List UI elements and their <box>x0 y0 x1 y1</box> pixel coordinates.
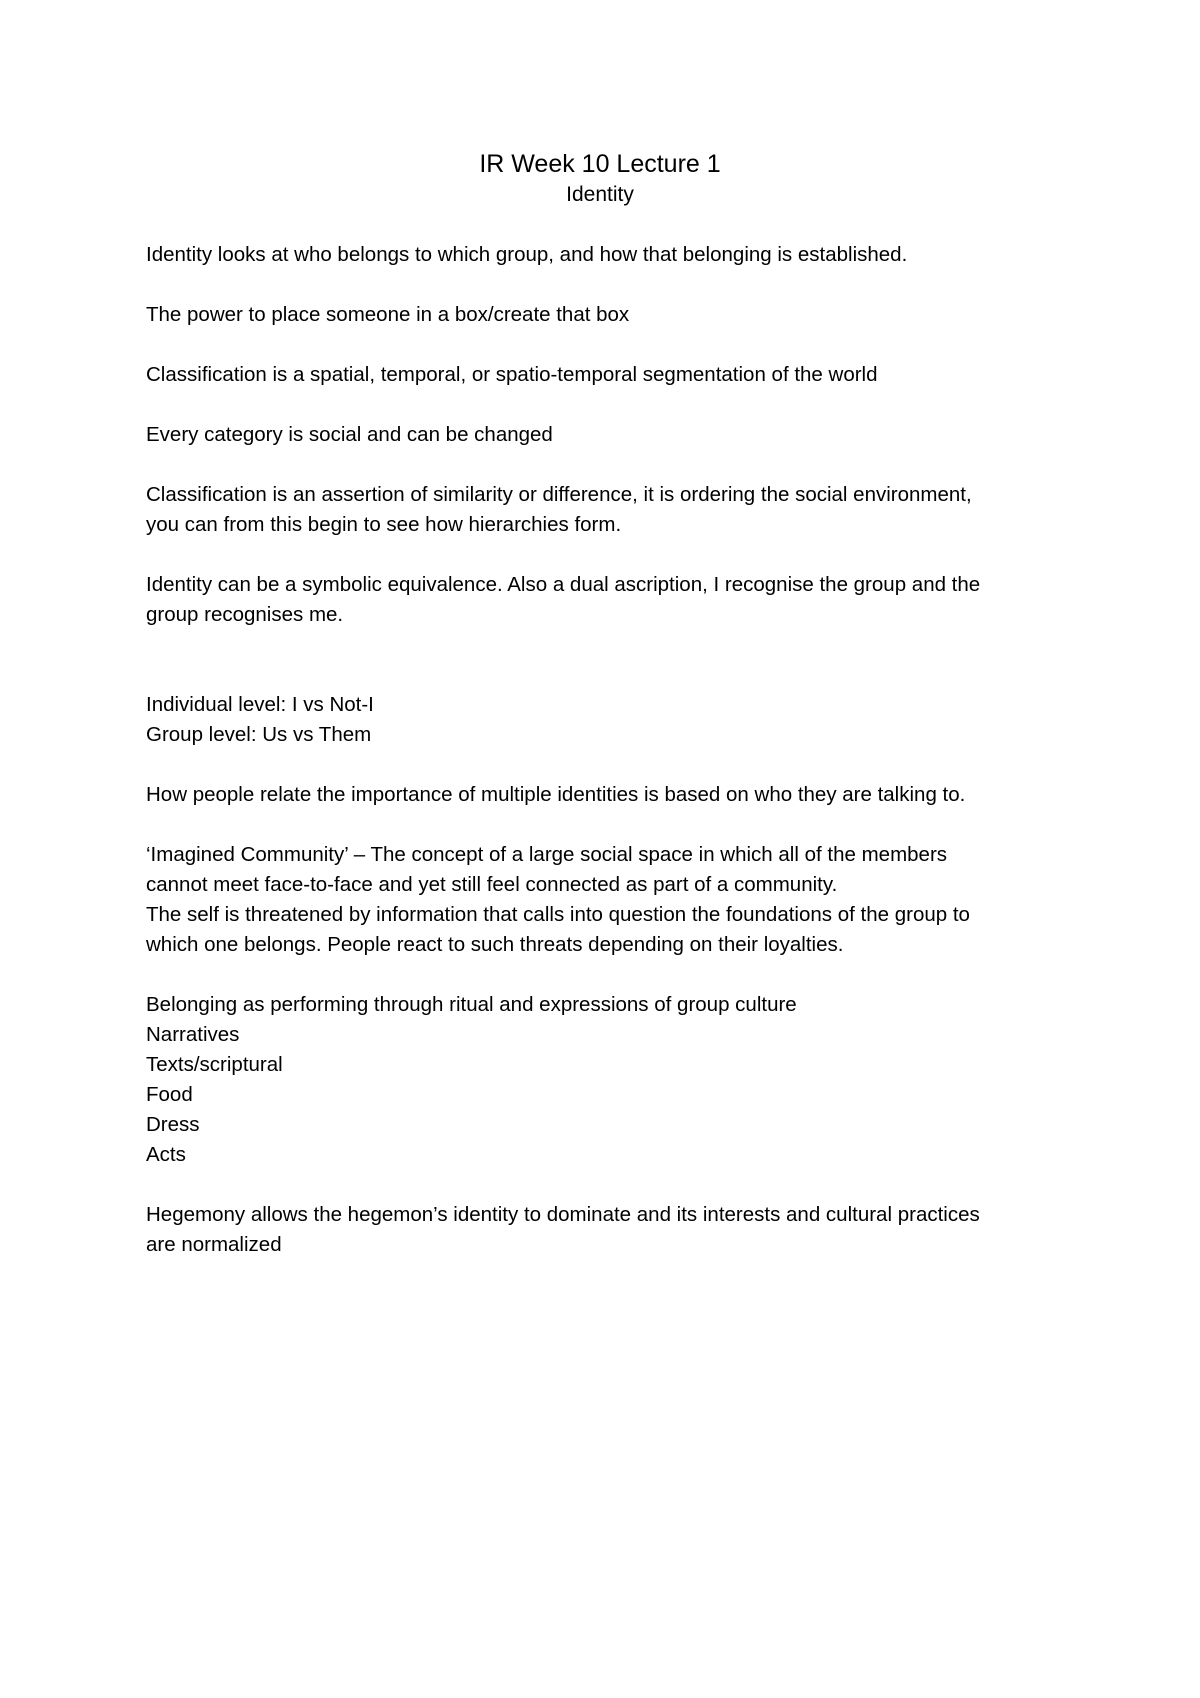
document-header <box>0 148 1200 210</box>
paragraph-imagined-community: ‘Imagined Community’ – The concept of a large social space in which all of the members cannot meet face-to-face and yet still feel connected as part of a community. The self is threatened by information that calls into question the foundations of the group to which one belongs. People react to such threats depending on their loyalties. <box>146 843 970 956</box>
paragraph-multiple-identities: How people relate the importance of multiple identities is based on who they are talking to. <box>146 783 966 806</box>
document-body <box>146 240 1076 1260</box>
paragraph-power-to-place: The power to place someone in a box/create that box <box>146 303 630 326</box>
paragraph-symbolic-equivalence: Identity can be a symbolic equivalence. Also a dual ascription, I recognise the group and the group recognises me. <box>146 573 981 626</box>
paragraph-belonging-list: Belonging as performing through ritual and expressions of group culture Narratives Texts/scriptural Food Dress Acts <box>146 993 797 1166</box>
paragraph-levels: Individual level: I vs Not-I Group level: Us vs Them <box>146 693 374 746</box>
paragraph-identity-definition: Identity looks at who belongs to which group, and how that belonging is established. <box>146 243 908 266</box>
document-title: IR Week 10 Lecture 1 <box>479 150 721 178</box>
paragraph-classification-assertion: Classification is an assertion of similarity or difference, it is ordering the social environment, you can from this begin to see how hierarchies form. <box>146 483 972 536</box>
paragraph-hegemony: Hegemony allows the hegemon’s identity to dominate and its interests and cultural practices are normalized <box>146 1203 980 1256</box>
paragraph-category-social: Every category is social and can be changed <box>146 423 553 446</box>
paragraph-classification-segmentation: Classification is a spatial, temporal, or spatio-temporal segmentation of the world <box>146 363 878 386</box>
document-subtitle: Identity <box>566 183 634 206</box>
